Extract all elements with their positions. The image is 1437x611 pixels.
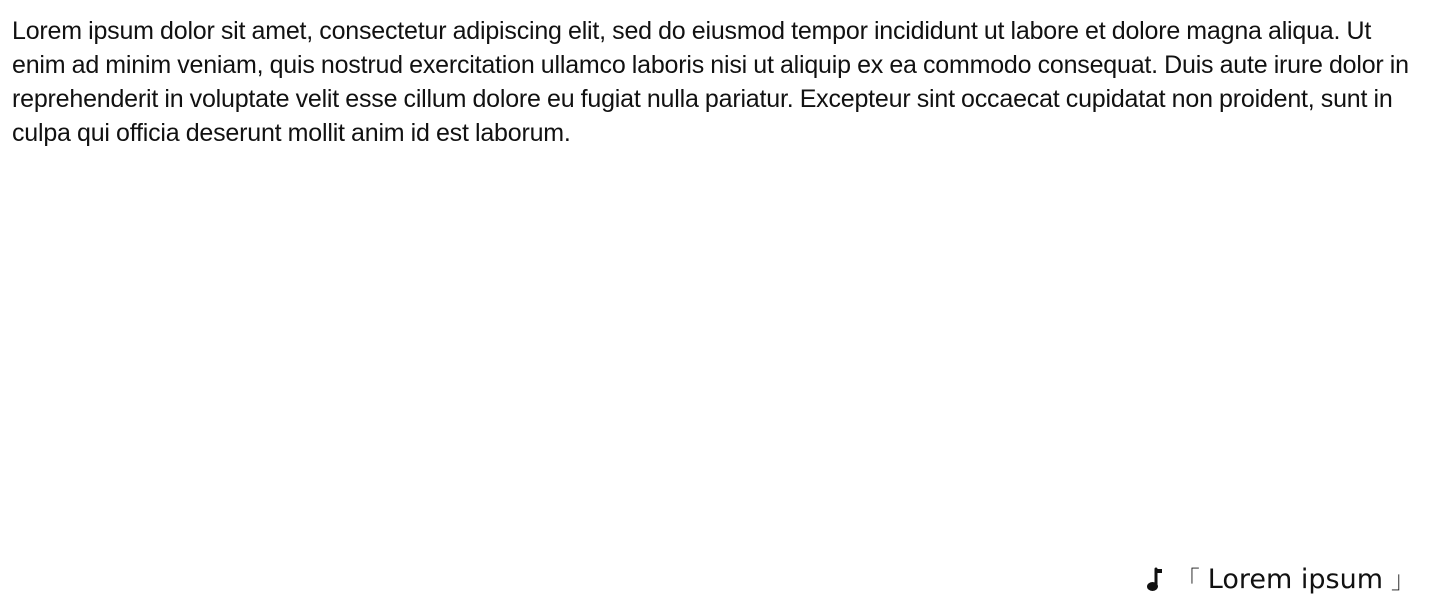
song-title: Lorem ipsum bbox=[1207, 564, 1383, 595]
now-playing-indicator bbox=[1146, 563, 1415, 597]
open-bracket: 「 bbox=[1175, 566, 1200, 594]
music-note-icon bbox=[1146, 567, 1168, 593]
body-paragraph: Lorem ipsum dolor sit amet, consectetur adipiscing elit, sed do eiusmod tempor incididunt ut labore et dolore magna aliqua. Ut enim ad minim veniam, quis nostrud exercitation ullamco laboris nisi ut aliquip ex ea commodo consequat. Duis aute irure dolor in reprehenderit in voluptate velit esse cillum dolore eu fugiat nulla pariatur. Excepteur sint occaecat cupidatat non proident, sunt in culpa qui officia deserunt mollit anim id est laborum. bbox=[12, 17, 1409, 147]
main-content bbox=[12, 14, 1424, 150]
close-bracket: 」 bbox=[1391, 566, 1415, 594]
